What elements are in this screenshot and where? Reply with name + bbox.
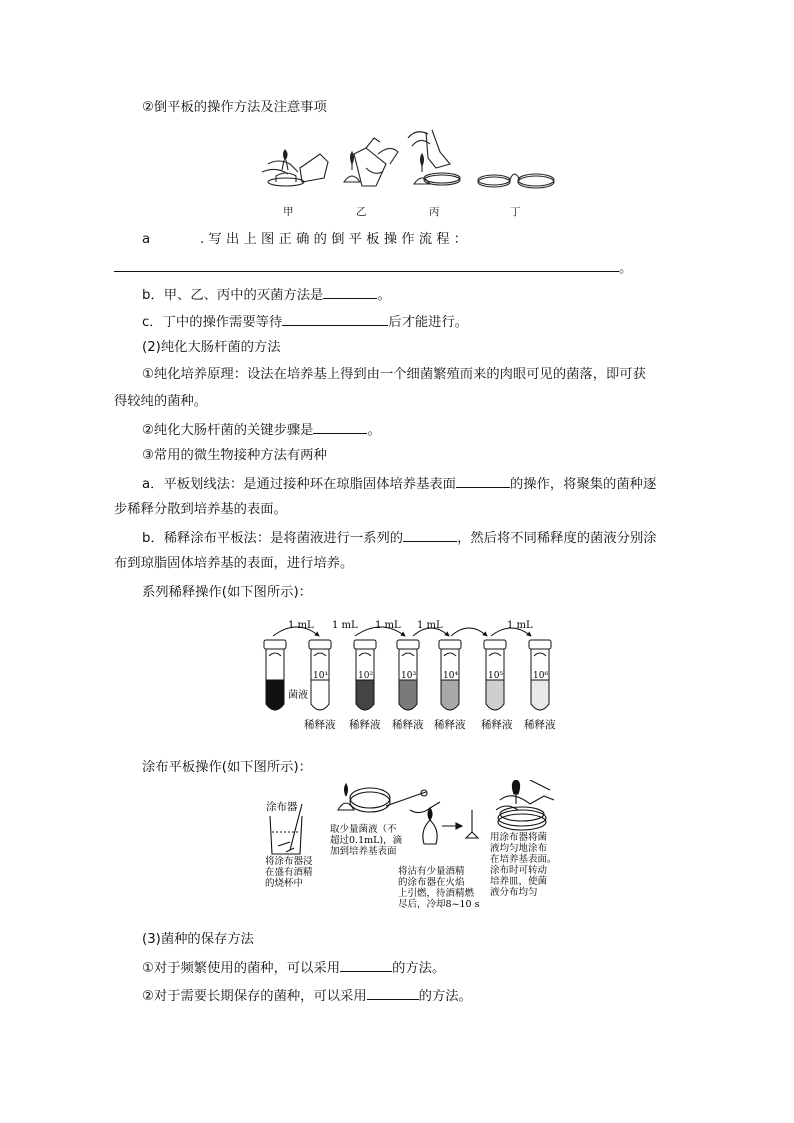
answer-blank[interactable] <box>282 312 388 326</box>
tube-label: 10¹ <box>313 671 329 681</box>
pour-step-jia-illustration <box>262 150 328 186</box>
question-a-label: a <box>142 232 151 247</box>
purify-key-step: ②纯化大肠杆菌的关键步骤是 。 <box>142 420 381 440</box>
step4-text: 液分布均匀 <box>490 887 538 898</box>
diluent-label: 稀释液 <box>524 719 556 731</box>
question-a-text: . 写 出 上 图 正 确 的 倒 平 板 操 作 流 程 ： <box>200 232 468 247</box>
answer-blank[interactable] <box>367 986 419 1000</box>
pour-step-yi-illustration <box>344 138 398 186</box>
step1-text: 将涂布器浸 <box>265 856 313 867</box>
step4-text: 液均匀地涂布 <box>490 843 548 854</box>
question-b: b．甲、乙、丙中的灭菌方法是 。 <box>142 285 391 305</box>
purify-principle-line1: ①纯化培养原理：设法在培养基上得到由一个细菌繁殖而来的肉眼可见的菌落，即可获 <box>142 367 646 382</box>
dilution-heading: 系列稀释操作(如下图所示)： <box>142 585 312 600</box>
step1-text: 的烧杯中 <box>265 878 304 889</box>
diluent-label: 稀释液 <box>434 719 466 731</box>
transfer-arrow <box>451 628 487 636</box>
answer-blank[interactable] <box>403 528 457 542</box>
label-ding: 丁 <box>510 206 521 218</box>
transfer-label: 1 mL <box>507 620 533 631</box>
step2-text: 加到培养基表面 <box>330 846 397 857</box>
question-c: c．丁中的操作需要等待 后才能进行。 <box>142 312 468 332</box>
storage-long-term: ②对于需要长期保存的菌种，可以采用 的方法。 <box>142 986 472 1006</box>
flame-step-illustration <box>410 802 478 844</box>
transfer-label: 1 mL <box>417 620 443 631</box>
step3-text: 的涂布器在火焰 <box>398 877 465 888</box>
diluent-label: 稀释液 <box>304 719 336 731</box>
transfer-label: 1 mL <box>288 620 314 631</box>
step2-text: 超过0.1mL)，滴 <box>330 835 403 846</box>
answer-blank[interactable] <box>340 958 392 972</box>
step4-text: 用涂布器将菌 <box>490 832 548 843</box>
spread-plate-figure <box>260 780 560 918</box>
streak-method-line1: a．平板划线法：是通过接种环在琼脂固体培养基表面 的操作，将聚集的菌种逐 <box>142 474 656 494</box>
question-a-answer-line: 。 <box>114 258 632 278</box>
pour-step-ding-illustration <box>478 174 554 188</box>
answer-blank[interactable] <box>323 285 377 299</box>
spread-heading: 涂布平板操作(如下图所示)： <box>142 760 312 775</box>
step4-text: 培养皿，使菌 <box>490 876 548 887</box>
answer-blank[interactable] <box>114 258 619 272</box>
purify-heading: (2)纯化大肠杆菌的方法 <box>142 340 281 355</box>
label-bing: 丙 <box>429 206 440 218</box>
transfer-label: 1 mL <box>332 620 358 631</box>
tube-label: 10² <box>358 671 374 681</box>
answer-blank[interactable] <box>456 474 510 488</box>
step1-text: 在盛有酒精 <box>265 867 313 878</box>
diluent-label: 稀释液 <box>392 719 424 731</box>
tube-label: 10⁴ <box>443 671 459 681</box>
spread-method-line1: b．稀释涂布平板法：是将菌液进行一系列的 ，然后将不同稀释度的菌液分别涂 <box>142 528 657 548</box>
diluent-label: 稀释液 <box>481 719 513 731</box>
diluent-label: 稀释液 <box>349 719 381 731</box>
spreader-label: 涂布器 <box>266 801 298 813</box>
pour-plate-figure <box>258 124 558 196</box>
purify-principle-line2: 得较纯的菌种。 <box>114 394 208 409</box>
broth-tube <box>264 640 286 710</box>
label-yi: 乙 <box>356 206 367 218</box>
step4-text: 涂布时可转动 <box>490 865 548 876</box>
tube-label: 10⁶ <box>533 671 549 681</box>
step3-text: 尽后，冷却8~10 s <box>398 899 480 910</box>
tube-label: 10³ <box>401 671 417 681</box>
spread-step-illustration <box>496 780 554 830</box>
pour-heading: ②倒平板的操作方法及注意事项 <box>142 100 327 115</box>
transfer-label: 1 mL <box>375 620 401 631</box>
step3-text: 将沾有少量酒精 <box>398 866 465 877</box>
answer-blank[interactable] <box>313 420 367 434</box>
broth-label: 菌液 <box>288 690 308 701</box>
inoculation-methods: ③常用的微生物接种方法有两种 <box>142 448 327 463</box>
tube-label: 10⁵ <box>488 671 504 681</box>
spread-method-line2: 布到琼脂固体培养基的表面，进行培养。 <box>114 556 354 571</box>
step4-text: 在培养基表面。 <box>490 854 557 865</box>
storage-frequent: ①对于频繁使用的菌种，可以采用 的方法。 <box>142 958 445 978</box>
streak-method-line2: 步稀释分散到培养基的表面。 <box>114 502 287 517</box>
pipette-step-illustration <box>338 784 427 812</box>
serial-dilution-figure <box>255 616 565 732</box>
step3-text: 上引燃，待酒精燃 <box>398 888 475 899</box>
storage-heading: (3)菌种的保存方法 <box>142 932 254 947</box>
pour-step-bing-illustration <box>408 130 460 185</box>
label-jia: 甲 <box>283 206 294 218</box>
step2-text: 取少量菌液（不 <box>330 824 397 835</box>
